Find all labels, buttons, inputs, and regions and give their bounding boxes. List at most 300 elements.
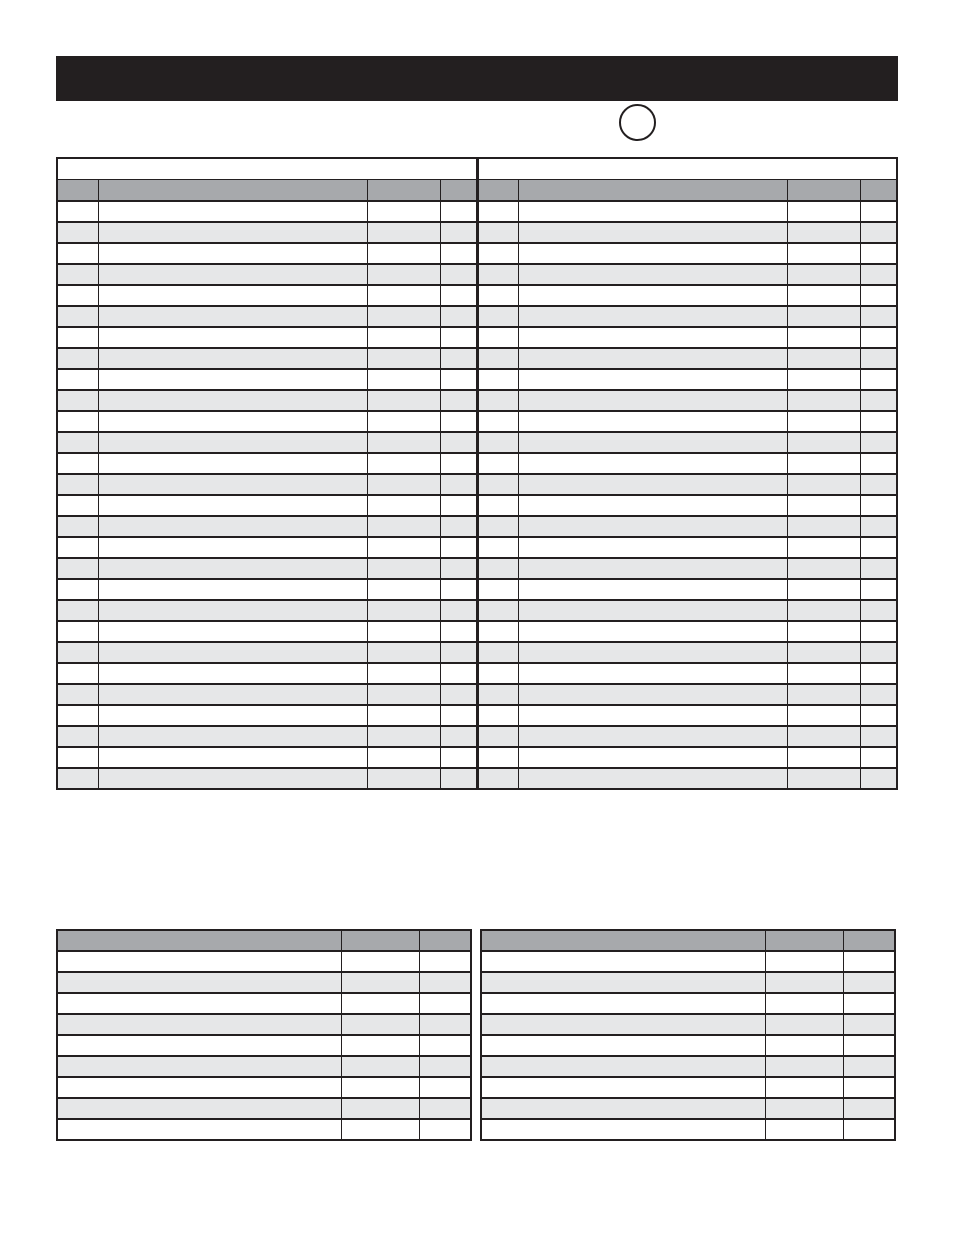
table-cell <box>518 768 787 789</box>
table-cell <box>765 1077 843 1098</box>
table-cell <box>860 747 897 768</box>
table-cell <box>367 747 440 768</box>
table-cell <box>518 684 787 705</box>
table-cell <box>843 972 895 993</box>
table-cell <box>57 993 341 1014</box>
table-cell <box>98 747 367 768</box>
table-cell <box>518 453 787 474</box>
table-cell <box>440 432 477 453</box>
left-section-title <box>57 158 477 180</box>
table-cell <box>419 1056 471 1077</box>
table-cell <box>787 558 860 579</box>
table-cell <box>341 951 419 972</box>
table-cell <box>57 768 98 789</box>
table-cell <box>787 663 860 684</box>
table-cell <box>481 1077 765 1098</box>
table-cell <box>477 642 518 663</box>
table-cell <box>860 411 897 432</box>
table-cell <box>98 348 367 369</box>
table-cell <box>57 558 98 579</box>
table-cell <box>518 621 787 642</box>
table-cell <box>367 411 440 432</box>
table-cell <box>765 1014 843 1035</box>
table-cell <box>860 642 897 663</box>
table-cell <box>860 684 897 705</box>
table-cell <box>341 1035 419 1056</box>
column-header <box>481 930 765 951</box>
table-row <box>57 1098 471 1119</box>
table-cell <box>57 972 341 993</box>
table-cell <box>98 495 367 516</box>
table-cell <box>367 642 440 663</box>
table-cell <box>787 621 860 642</box>
table-cell <box>477 390 518 411</box>
table-cell <box>98 663 367 684</box>
table-cell <box>440 537 477 558</box>
table-cell <box>367 474 440 495</box>
column-header <box>765 930 843 951</box>
table-row <box>57 369 897 390</box>
table-cell <box>367 222 440 243</box>
table-row <box>481 972 895 993</box>
table-cell <box>57 663 98 684</box>
table-cell <box>787 768 860 789</box>
table-cell <box>477 768 518 789</box>
table-cell <box>860 600 897 621</box>
table-row <box>57 222 897 243</box>
table-row <box>57 306 897 327</box>
sub-table-right <box>480 929 896 1141</box>
table-cell <box>57 327 98 348</box>
table-row <box>57 663 897 684</box>
table-cell <box>477 306 518 327</box>
table-cell <box>98 726 367 747</box>
table-cell <box>57 579 98 600</box>
table-cell <box>57 201 98 222</box>
table-header-row <box>57 930 471 951</box>
table-cell <box>860 306 897 327</box>
table-row <box>57 684 897 705</box>
table-cell <box>843 1014 895 1035</box>
table-row <box>57 537 897 558</box>
table-cell <box>860 558 897 579</box>
table-row <box>57 453 897 474</box>
table-cell <box>843 1077 895 1098</box>
table-cell <box>518 600 787 621</box>
table-cell <box>98 642 367 663</box>
table-cell <box>477 705 518 726</box>
table-cell <box>477 747 518 768</box>
table-cell <box>860 663 897 684</box>
table-cell <box>477 663 518 684</box>
table-cell <box>477 600 518 621</box>
table-cell <box>57 516 98 537</box>
table-cell <box>341 993 419 1014</box>
table-cell <box>440 306 477 327</box>
table-cell <box>367 369 440 390</box>
table-cell <box>477 579 518 600</box>
table-cell <box>518 705 787 726</box>
table-row <box>481 1119 895 1140</box>
table-cell <box>518 222 787 243</box>
table-cell <box>98 579 367 600</box>
table-cell <box>440 495 477 516</box>
table-cell <box>860 768 897 789</box>
table-cell <box>765 1119 843 1140</box>
table-cell <box>419 1035 471 1056</box>
table-cell <box>765 1056 843 1077</box>
table-cell <box>787 537 860 558</box>
table-cell <box>787 264 860 285</box>
table-cell <box>477 369 518 390</box>
table-cell <box>765 993 843 1014</box>
table-row <box>57 972 471 993</box>
table-cell <box>481 1014 765 1035</box>
table-cell <box>440 684 477 705</box>
table-cell <box>477 411 518 432</box>
table-cell <box>477 726 518 747</box>
table-cell <box>518 579 787 600</box>
table-row <box>57 621 897 642</box>
table-cell <box>787 390 860 411</box>
table-cell <box>477 495 518 516</box>
table-row <box>57 768 897 789</box>
table-cell <box>367 327 440 348</box>
table-cell <box>98 306 367 327</box>
table-cell <box>477 243 518 264</box>
table-cell <box>477 684 518 705</box>
table-cell <box>367 579 440 600</box>
table-cell <box>440 201 477 222</box>
table-cell <box>765 972 843 993</box>
table-cell <box>367 558 440 579</box>
table-cell <box>518 201 787 222</box>
table-cell <box>440 411 477 432</box>
table-cell <box>860 537 897 558</box>
table-row <box>57 432 897 453</box>
table-cell <box>57 684 98 705</box>
table-cell <box>477 537 518 558</box>
table-cell <box>98 600 367 621</box>
table-cell <box>440 327 477 348</box>
table-cell <box>518 495 787 516</box>
table-cell <box>440 705 477 726</box>
table-cell <box>787 243 860 264</box>
table-row <box>481 1035 895 1056</box>
table-cell <box>518 327 787 348</box>
table-cell <box>367 495 440 516</box>
table-cell <box>481 993 765 1014</box>
table-cell <box>440 642 477 663</box>
table-cell <box>341 1119 419 1140</box>
table-row <box>481 1014 895 1035</box>
table-row <box>57 600 897 621</box>
table-cell <box>787 516 860 537</box>
table-row <box>57 201 897 222</box>
table-cell <box>440 222 477 243</box>
table-cell <box>518 264 787 285</box>
table-cell <box>477 348 518 369</box>
column-header <box>419 930 471 951</box>
table-cell <box>98 369 367 390</box>
table-row <box>57 642 897 663</box>
table-cell <box>440 348 477 369</box>
table-cell <box>860 222 897 243</box>
table-cell <box>481 1056 765 1077</box>
table-cell <box>860 264 897 285</box>
table-cell <box>367 537 440 558</box>
table-cell <box>787 369 860 390</box>
table-cell <box>787 726 860 747</box>
table-cell <box>367 726 440 747</box>
table-cell <box>765 1098 843 1119</box>
table-cell <box>440 726 477 747</box>
table-cell <box>440 558 477 579</box>
table-cell <box>860 705 897 726</box>
table-row <box>481 1056 895 1077</box>
table-cell <box>57 348 98 369</box>
table-cell <box>481 1119 765 1140</box>
table-cell <box>477 201 518 222</box>
table-cell <box>787 348 860 369</box>
table-header-row <box>481 930 895 951</box>
table-row <box>57 516 897 537</box>
table-cell <box>860 243 897 264</box>
table-cell <box>57 243 98 264</box>
table-cell <box>57 306 98 327</box>
table-cell <box>518 411 787 432</box>
table-cell <box>57 705 98 726</box>
table-cell <box>518 516 787 537</box>
table-cell <box>98 768 367 789</box>
table-cell <box>518 537 787 558</box>
table-cell <box>787 285 860 306</box>
table-cell <box>57 432 98 453</box>
table-row <box>57 558 897 579</box>
table-cell <box>860 495 897 516</box>
table-cell <box>481 972 765 993</box>
table-cell <box>843 1035 895 1056</box>
table-row <box>57 1035 471 1056</box>
table-cell <box>98 537 367 558</box>
table-cell <box>477 432 518 453</box>
table-cell <box>518 663 787 684</box>
table-row <box>57 411 897 432</box>
table-cell <box>860 369 897 390</box>
table-cell <box>787 327 860 348</box>
table-cell <box>98 558 367 579</box>
table-cell <box>367 705 440 726</box>
column-header <box>98 180 367 202</box>
table-cell <box>477 327 518 348</box>
table-cell <box>341 1056 419 1077</box>
table-cell <box>341 1077 419 1098</box>
table-row <box>57 747 897 768</box>
table-cell <box>98 201 367 222</box>
table-cell <box>98 285 367 306</box>
table-cell <box>367 516 440 537</box>
table-cell <box>440 600 477 621</box>
table-row <box>481 951 895 972</box>
table-row <box>57 951 471 972</box>
table-cell <box>477 558 518 579</box>
table-cell <box>419 1098 471 1119</box>
table-cell <box>860 453 897 474</box>
table-cell <box>787 432 860 453</box>
table-row <box>57 1056 471 1077</box>
table-cell <box>860 726 897 747</box>
column-header <box>341 930 419 951</box>
circle-marker <box>619 104 656 141</box>
table-cell <box>787 222 860 243</box>
table-cell <box>341 972 419 993</box>
table-cell <box>419 1014 471 1035</box>
table-cell <box>440 516 477 537</box>
table-cell <box>98 390 367 411</box>
table-row <box>57 327 897 348</box>
table-cell <box>98 684 367 705</box>
table-cell <box>367 453 440 474</box>
table-cell <box>765 951 843 972</box>
table-row <box>481 1077 895 1098</box>
column-header <box>860 180 897 202</box>
table-cell <box>419 951 471 972</box>
table-cell <box>419 1077 471 1098</box>
table-cell <box>787 495 860 516</box>
column-header <box>843 930 895 951</box>
table-row <box>57 1077 471 1098</box>
column-header <box>787 180 860 202</box>
table-cell <box>518 348 787 369</box>
table-cell <box>787 705 860 726</box>
table-row <box>57 495 897 516</box>
table-cell <box>477 453 518 474</box>
table-cell <box>57 1098 341 1119</box>
table-cell <box>98 264 367 285</box>
table-cell <box>477 264 518 285</box>
table-cell <box>440 243 477 264</box>
table-row <box>57 1014 471 1035</box>
table-cell <box>57 726 98 747</box>
table-cell <box>367 684 440 705</box>
table-cell <box>341 1098 419 1119</box>
table-cell <box>440 453 477 474</box>
table-row <box>57 390 897 411</box>
table-cell <box>57 1077 341 1098</box>
table-cell <box>518 747 787 768</box>
table-cell <box>860 621 897 642</box>
table-title-row <box>57 158 897 180</box>
table-cell <box>477 474 518 495</box>
table-cell <box>419 972 471 993</box>
table-cell <box>367 243 440 264</box>
table-cell <box>57 1056 341 1077</box>
table-cell <box>367 264 440 285</box>
column-header <box>518 180 787 202</box>
table-cell <box>57 747 98 768</box>
table-cell <box>440 390 477 411</box>
table-cell <box>98 474 367 495</box>
table-cell <box>477 285 518 306</box>
table-cell <box>843 993 895 1014</box>
table-cell <box>419 993 471 1014</box>
table-cell <box>477 516 518 537</box>
table-cell <box>843 1119 895 1140</box>
column-header <box>477 180 518 202</box>
table-cell <box>57 264 98 285</box>
table-cell <box>518 243 787 264</box>
table-cell <box>518 285 787 306</box>
table-cell <box>98 705 367 726</box>
table-cell <box>481 951 765 972</box>
table-cell <box>57 411 98 432</box>
table-cell <box>57 453 98 474</box>
table-row <box>57 264 897 285</box>
table-cell <box>367 201 440 222</box>
table-cell <box>57 222 98 243</box>
table-cell <box>57 600 98 621</box>
table-row <box>57 705 897 726</box>
table-cell <box>367 663 440 684</box>
table-cell <box>843 1098 895 1119</box>
table-row <box>57 285 897 306</box>
table-cell <box>843 951 895 972</box>
table-cell <box>98 222 367 243</box>
table-row <box>481 1098 895 1119</box>
table-cell <box>440 369 477 390</box>
table-cell <box>860 390 897 411</box>
table-header-row <box>57 180 897 202</box>
table-cell <box>860 285 897 306</box>
table-cell <box>860 432 897 453</box>
table-cell <box>367 621 440 642</box>
table-cell <box>367 348 440 369</box>
table-row <box>57 726 897 747</box>
table-cell <box>367 600 440 621</box>
sub-table-left <box>56 929 472 1141</box>
table-cell <box>860 201 897 222</box>
table-cell <box>440 285 477 306</box>
table-cell <box>98 411 367 432</box>
table-cell <box>98 432 367 453</box>
table-cell <box>787 411 860 432</box>
table-cell <box>367 390 440 411</box>
table-row <box>481 993 895 1014</box>
table-cell <box>518 474 787 495</box>
table-cell <box>440 474 477 495</box>
table-cell <box>843 1056 895 1077</box>
table-cell <box>787 579 860 600</box>
table-row <box>57 474 897 495</box>
table-cell <box>57 369 98 390</box>
table-cell <box>518 558 787 579</box>
title-bar <box>56 56 898 101</box>
table-cell <box>518 390 787 411</box>
table-cell <box>367 285 440 306</box>
table-cell <box>787 600 860 621</box>
table-cell <box>440 579 477 600</box>
table-cell <box>57 474 98 495</box>
table-cell <box>341 1014 419 1035</box>
table-cell <box>477 621 518 642</box>
table-cell <box>367 768 440 789</box>
table-cell <box>518 642 787 663</box>
table-row <box>57 579 897 600</box>
table-cell <box>57 285 98 306</box>
table-cell <box>481 1035 765 1056</box>
table-cell <box>57 390 98 411</box>
table-cell <box>481 1098 765 1119</box>
